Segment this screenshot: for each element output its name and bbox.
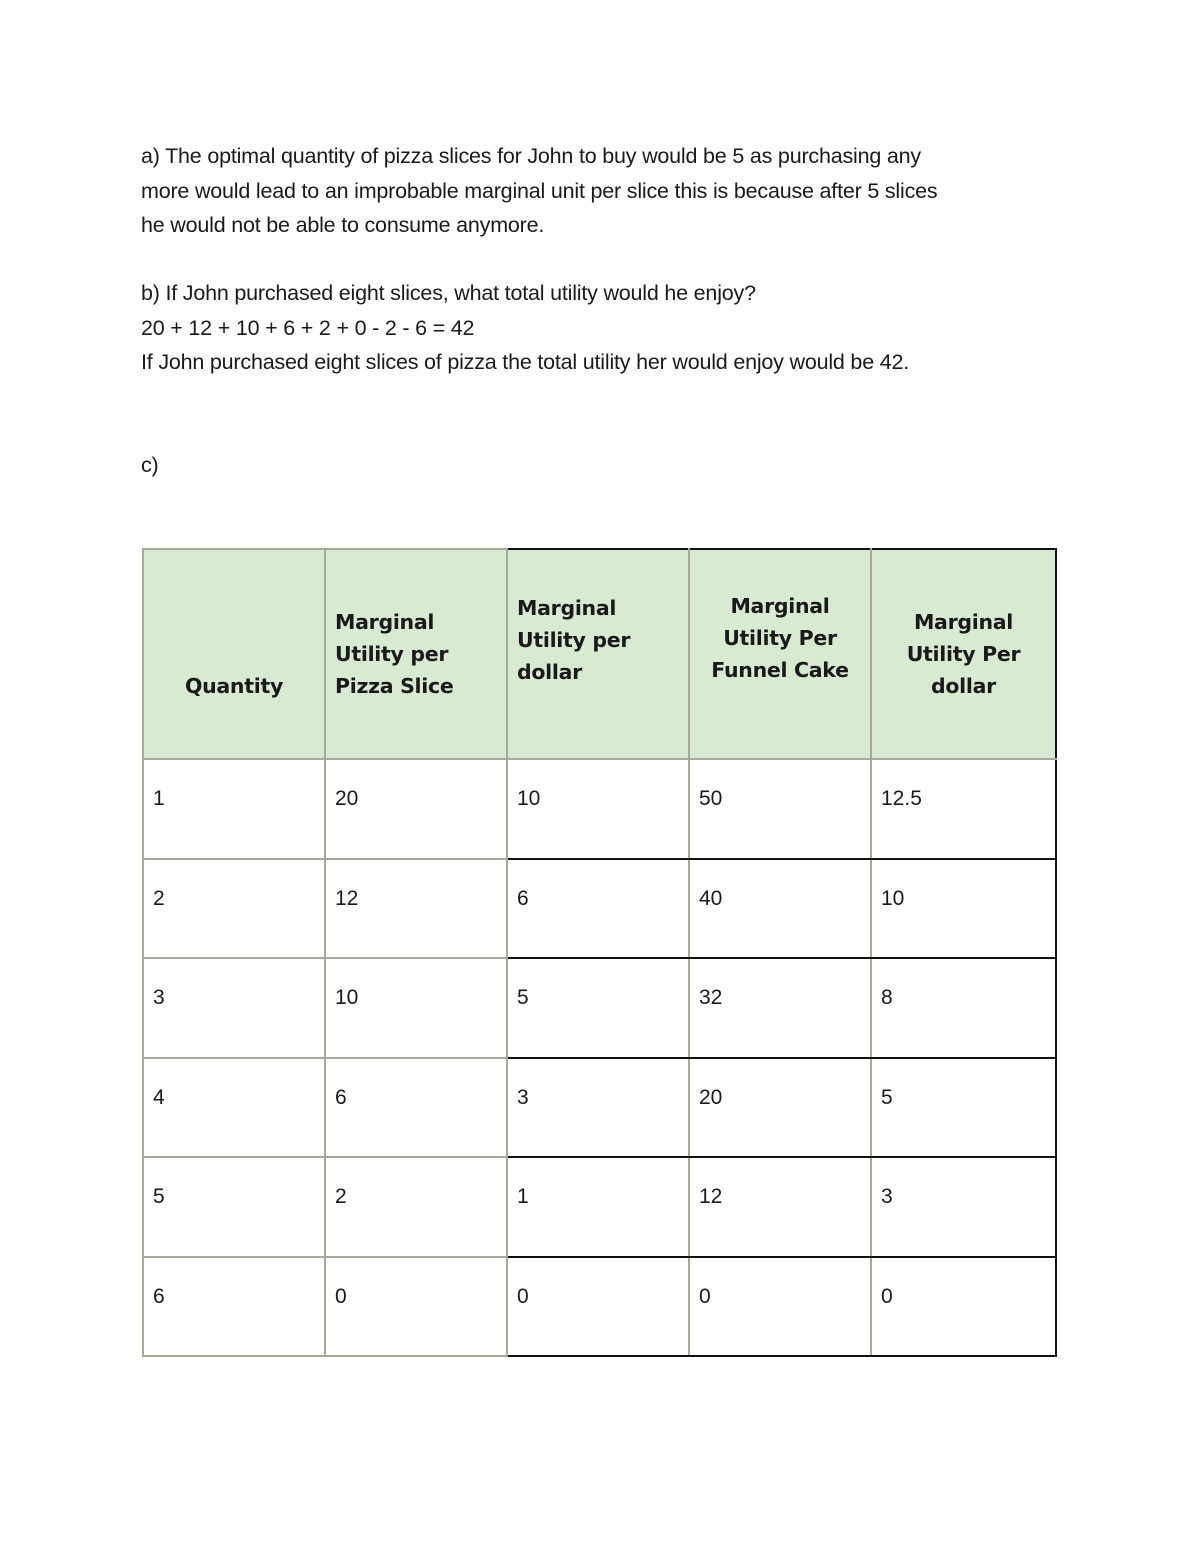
answer-c-label: c) bbox=[141, 453, 159, 477]
table-row bbox=[143, 859, 1056, 959]
answer-b-question: b) If John purchased eight slices, what total utility would he enjoy? bbox=[141, 281, 756, 305]
answer-a-line: more would lead to an improbable marginal unit per slice this is because after 5 slices bbox=[141, 178, 938, 203]
cell-mu-per-dollar-pizza: 0 bbox=[507, 1257, 689, 1357]
answer-c-paragraph bbox=[141, 448, 1071, 483]
cell-mu-funnel-cake: 50 bbox=[689, 759, 871, 859]
table-header-row bbox=[143, 549, 1056, 759]
cell-mu-funnel-cake: 40 bbox=[689, 859, 871, 959]
cell-mu-pizza: 2 bbox=[325, 1157, 507, 1257]
cell-mu-funnel-cake: 32 bbox=[689, 958, 871, 1058]
cell-mu-per-dollar-pizza: 3 bbox=[507, 1058, 689, 1158]
table-row bbox=[143, 1058, 1056, 1158]
header-mu-funnel-cake: Marginal Utility Per Funnel Cake bbox=[689, 549, 871, 759]
cell-mu-pizza: 20 bbox=[325, 759, 507, 859]
cell-mu-pizza: 12 bbox=[325, 859, 507, 959]
header-mu-per-dollar-pizza: Marginal Utility per dollar bbox=[507, 549, 689, 759]
cell-quantity: 2 bbox=[143, 859, 325, 959]
table-row bbox=[143, 1257, 1056, 1357]
answer-b-equation: 20 + 12 + 10 + 6 + 2 + 0 - 2 - 6 = 42 bbox=[141, 315, 475, 340]
cell-quantity: 5 bbox=[143, 1157, 325, 1257]
cell-mu-per-dollar-funnel: 0 bbox=[871, 1257, 1056, 1357]
answer-a-line: a) The optimal quantity of pizza slices for John to buy would be 5 as purchasing any bbox=[141, 144, 921, 168]
cell-quantity: 4 bbox=[143, 1058, 325, 1158]
cell-quantity: 6 bbox=[143, 1257, 325, 1357]
answer-b-paragraph bbox=[141, 276, 1071, 380]
header-mu-per-dollar-funnel: Marginal Utility Per dollar bbox=[871, 549, 1056, 759]
cell-mu-funnel-cake: 12 bbox=[689, 1157, 871, 1257]
cell-quantity: 1 bbox=[143, 759, 325, 859]
cell-mu-per-dollar-funnel: 12.5 bbox=[871, 759, 1056, 859]
cell-mu-per-dollar-pizza: 5 bbox=[507, 958, 689, 1058]
header-quantity: Quantity bbox=[143, 549, 325, 759]
table-row bbox=[143, 759, 1056, 859]
cell-mu-per-dollar-funnel: 5 bbox=[871, 1058, 1056, 1158]
cell-mu-per-dollar-pizza: 10 bbox=[507, 759, 689, 859]
answer-a-paragraph bbox=[141, 139, 1071, 243]
header-mu-pizza-slice: Marginal Utility per Pizza Slice bbox=[325, 549, 507, 759]
cell-mu-funnel-cake: 20 bbox=[689, 1058, 871, 1158]
cell-mu-pizza: 0 bbox=[325, 1257, 507, 1357]
cell-mu-per-dollar-pizza: 6 bbox=[507, 859, 689, 959]
answer-b-conclusion: If John purchased eight slices of pizza the total utility her would enjoy would be 42. bbox=[141, 350, 910, 374]
cell-quantity: 3 bbox=[143, 958, 325, 1058]
cell-mu-pizza: 6 bbox=[325, 1058, 507, 1158]
cell-mu-per-dollar-funnel: 10 bbox=[871, 859, 1056, 959]
cell-mu-per-dollar-pizza: 1 bbox=[507, 1157, 689, 1257]
cell-mu-funnel-cake: 0 bbox=[689, 1257, 871, 1357]
answer-a-line: he would not be able to consume anymore. bbox=[141, 213, 545, 237]
cell-mu-per-dollar-funnel: 3 bbox=[871, 1157, 1056, 1257]
marginal-utility-table bbox=[142, 548, 1057, 1357]
table-row bbox=[143, 1157, 1056, 1257]
cell-mu-pizza: 10 bbox=[325, 958, 507, 1058]
cell-mu-per-dollar-funnel: 8 bbox=[871, 958, 1056, 1058]
table-row bbox=[143, 958, 1056, 1058]
